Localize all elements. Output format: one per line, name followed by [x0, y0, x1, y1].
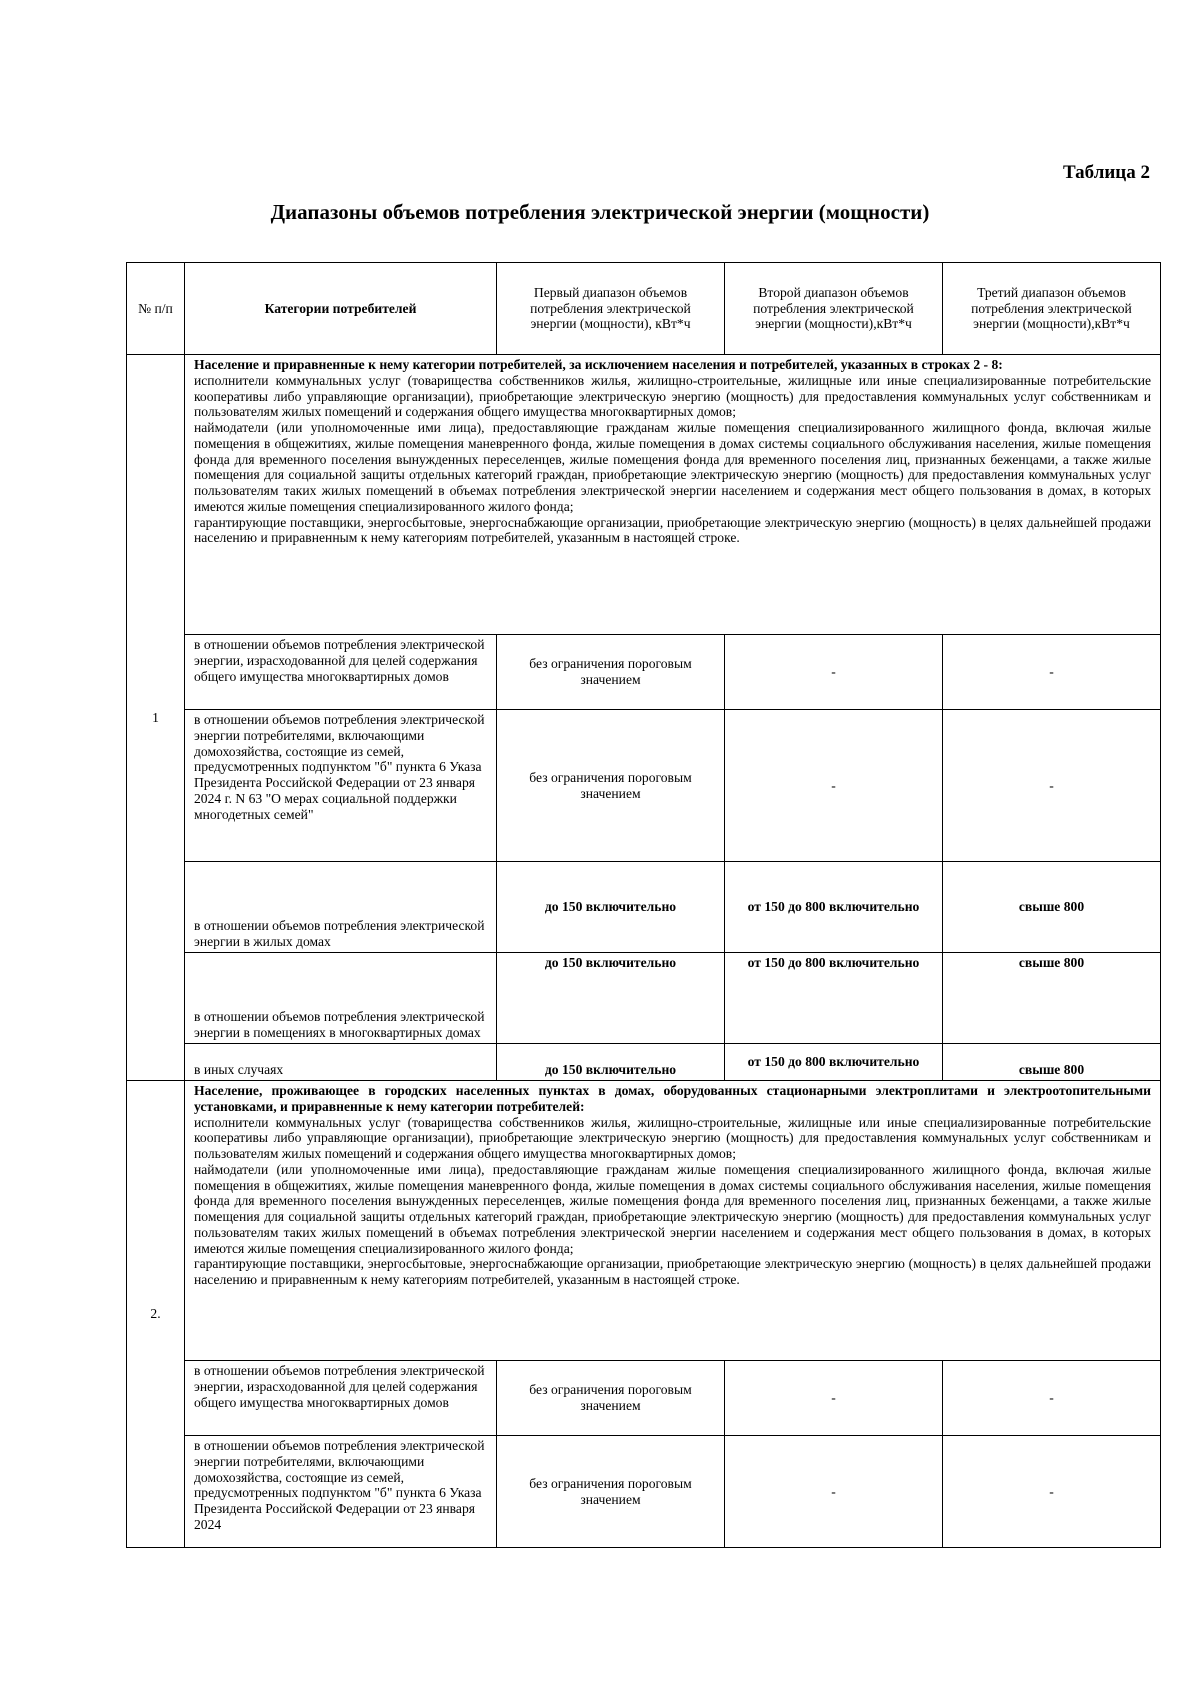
second-range-value: - [725, 710, 943, 862]
third-range-value: - [943, 710, 1161, 862]
consumption-ranges-table [126, 262, 1161, 1548]
row-label: в отношении объемов потребления электрической энергии потребителями, включающими домохозяйства, состоящие из семей, предусмотренных подпунктом "б" пункта 6 Указа Президента Российской Федерации от 23 января 2024 [185, 1436, 497, 1548]
section-2-heading: Население, проживающее в городских населенных пунктах в домах, оборудованных стационарными электроплитами и электроотопительными установками, и приравненные к нему категории потребителей: [194, 1083, 1151, 1114]
row-label: в отношении объемов потребления электрической энергии, израсходованной для целей содержания общего имущества многоквартирных домов [185, 1361, 497, 1436]
section-1-paragraph-3: гарантирующие поставщики, энергосбытовые, энергоснабжающие организации, приобретающие электрическую энергию (мощность) в целях дальнейшей продажи населению и приравненным к нему категориям потребителей, указанным в настоящей строке. [194, 514, 1151, 546]
section-1-paragraph-1: исполнители коммунальных услуг (товарищества собственников жилья, жилищно-строительные, жилищные или иные специализированные потребительские кооперативы либо управляющие организации), приобретающие электрическую энергию (мощность) для предоставления коммунальных услуг собственникам и пользователям жилых помещений и содержания общего имущества многоквартирных домов; [194, 372, 1151, 420]
row-label: в отношении объемов потребления электрической энергии, израсходованной для целей содержания общего имущества многоквартирных домов [185, 635, 497, 710]
section-2-description [185, 1081, 1161, 1361]
third-range-value: свыше 800 [943, 1044, 1161, 1081]
section-1-description-row [127, 355, 1161, 635]
header-num: № п/п [127, 263, 185, 355]
first-range-value: без ограничения пороговым значением [497, 635, 725, 710]
table-row [127, 862, 1161, 953]
table-row [127, 710, 1161, 862]
table-row [127, 953, 1161, 1044]
second-range-value: - [725, 1436, 943, 1548]
second-range-value: от 150 до 800 включительно [725, 862, 943, 953]
third-range-value: свыше 800 [943, 953, 1161, 1044]
third-range-value: - [943, 635, 1161, 710]
third-range-value: свыше 800 [943, 862, 1161, 953]
section-1-paragraph-2: наймодатели (или уполномоченные ими лица), предоставляющие гражданам жилые помещения специализированного жилищного фонда, включая жилые помещения в общежитиях, жилые помещения маневренного фонда, жилые помещения в домах системы социального обслуживания населения, жилые помещения фонда для временного поселения вынужденных переселенцев, жилые помещения фонда для временного поселения лиц, признанных беженцами, а также жилые помещения для социальной защиты отдельных категорий граждан, приобретающие электрическую энергию (мощность) для предоставления коммунальных услуг пользователям таких жилых помещений в объемах потребления электрической энергии населением и содержания мест общего пользования в домах, в которых имеются жилые помещения специализированного жилого фонда; [194, 420, 1151, 514]
first-range-value: без ограничения пороговым значением [497, 1361, 725, 1436]
section-1-description [185, 355, 1161, 635]
document-title: Диапазоны объемов потребления электрической энергии (мощности) [270, 200, 930, 224]
table-label: Таблица 2 [1062, 162, 1150, 183]
second-range-value: от 150 до 800 включительно [725, 1044, 943, 1081]
section-2-paragraph-1: исполнители коммунальных услуг (товарищества собственников жилья, жилищно-строительные, жилищные или иные специализированные потребительские кооперативы либо управляющие организации), приобретающие электрическую энергию (мощность) для предоставления коммунальных услуг собственникам и пользователям жилых помещений и содержания общего имущества многоквартирных домов; [194, 1114, 1151, 1162]
table-row [127, 1361, 1161, 1436]
first-range-value: до 150 включительно [497, 953, 725, 1044]
header-category: Категории потребителей [185, 263, 497, 355]
row-label: в отношении объемов потребления электрической энергии в жилых домах [185, 862, 497, 953]
third-range-value: - [943, 1361, 1161, 1436]
section-1-number: 1 [127, 355, 185, 1081]
section-2-description-row [127, 1081, 1161, 1361]
table-row [127, 1436, 1161, 1548]
row-label: в иных случаях [185, 1044, 497, 1081]
third-range-value: - [943, 1436, 1161, 1548]
section-2-paragraph-2: наймодатели (или уполномоченные ими лица), предоставляющие гражданам жилые помещения специализированного жилищного фонда, включая жилые помещения в общежитиях, жилые помещения маневренного фонда, жилые помещения в домах системы социального обслуживания населения, жилые помещения фонда для временного поселения вынужденных переселенцев, жилые помещения фонда для временного поселения лиц, признанных беженцами, а также жилые помещения для социальной защиты отдельных категорий граждан, приобретающие электрическую энергию (мощность) для предоставления коммунальных услуг пользователям таких жилых помещений в объемах потребления электрической энергии населением и содержания мест общего пользования в домах, в которых имеются жилые помещения специализированного жилого фонда; [194, 1161, 1151, 1256]
first-range-value: без ограничения пороговым значением [497, 710, 725, 862]
header-third-range: Третий диапазон объемов потребления электрической энергии (мощности),кВт*ч [943, 263, 1161, 355]
header-first-range: Первый диапазон объемов потребления электрической энергии (мощности), кВт*ч [497, 263, 725, 355]
section-1-heading: Население и приравненные к нему категории потребителей, за исключением населения и потребителей, указанных в строках 2 - 8: [194, 357, 1003, 372]
table-row [127, 635, 1161, 710]
first-range-value: до 150 включительно [497, 862, 725, 953]
section-2-paragraph-3: гарантирующие поставщики, энергосбытовые, энергоснабжающие организации, приобретающие электрическую энергию (мощность) в целях дальнейшей продажи населению и приравненным к нему категориям потребителей, указанным в настоящей строке. [194, 1256, 1151, 1288]
table-header-row [127, 263, 1161, 355]
row-label: в отношении объемов потребления электрической энергии потребителями, включающими домохозяйства, состоящие из семей, предусмотренных подпунктом "б" пункта 6 Указа Президента Российской Федерации от 23 января 2024 г. N 63 "О мерах социальной поддержки многодетных семей" [185, 710, 497, 862]
table-row [127, 1044, 1161, 1081]
first-range-value: без ограничения пороговым значением [497, 1436, 725, 1548]
row-label: в отношении объемов потребления электрической энергии в помещениях в многоквартирных домах [185, 953, 497, 1044]
second-range-value: - [725, 1361, 943, 1436]
section-2-number: 2. [127, 1081, 185, 1548]
first-range-value: до 150 включительно [497, 1044, 725, 1081]
header-second-range: Второй диапазон объемов потребления электрической энергии (мощности),кВт*ч [725, 263, 943, 355]
second-range-value: - [725, 635, 943, 710]
second-range-value: от 150 до 800 включительно [725, 953, 943, 1044]
